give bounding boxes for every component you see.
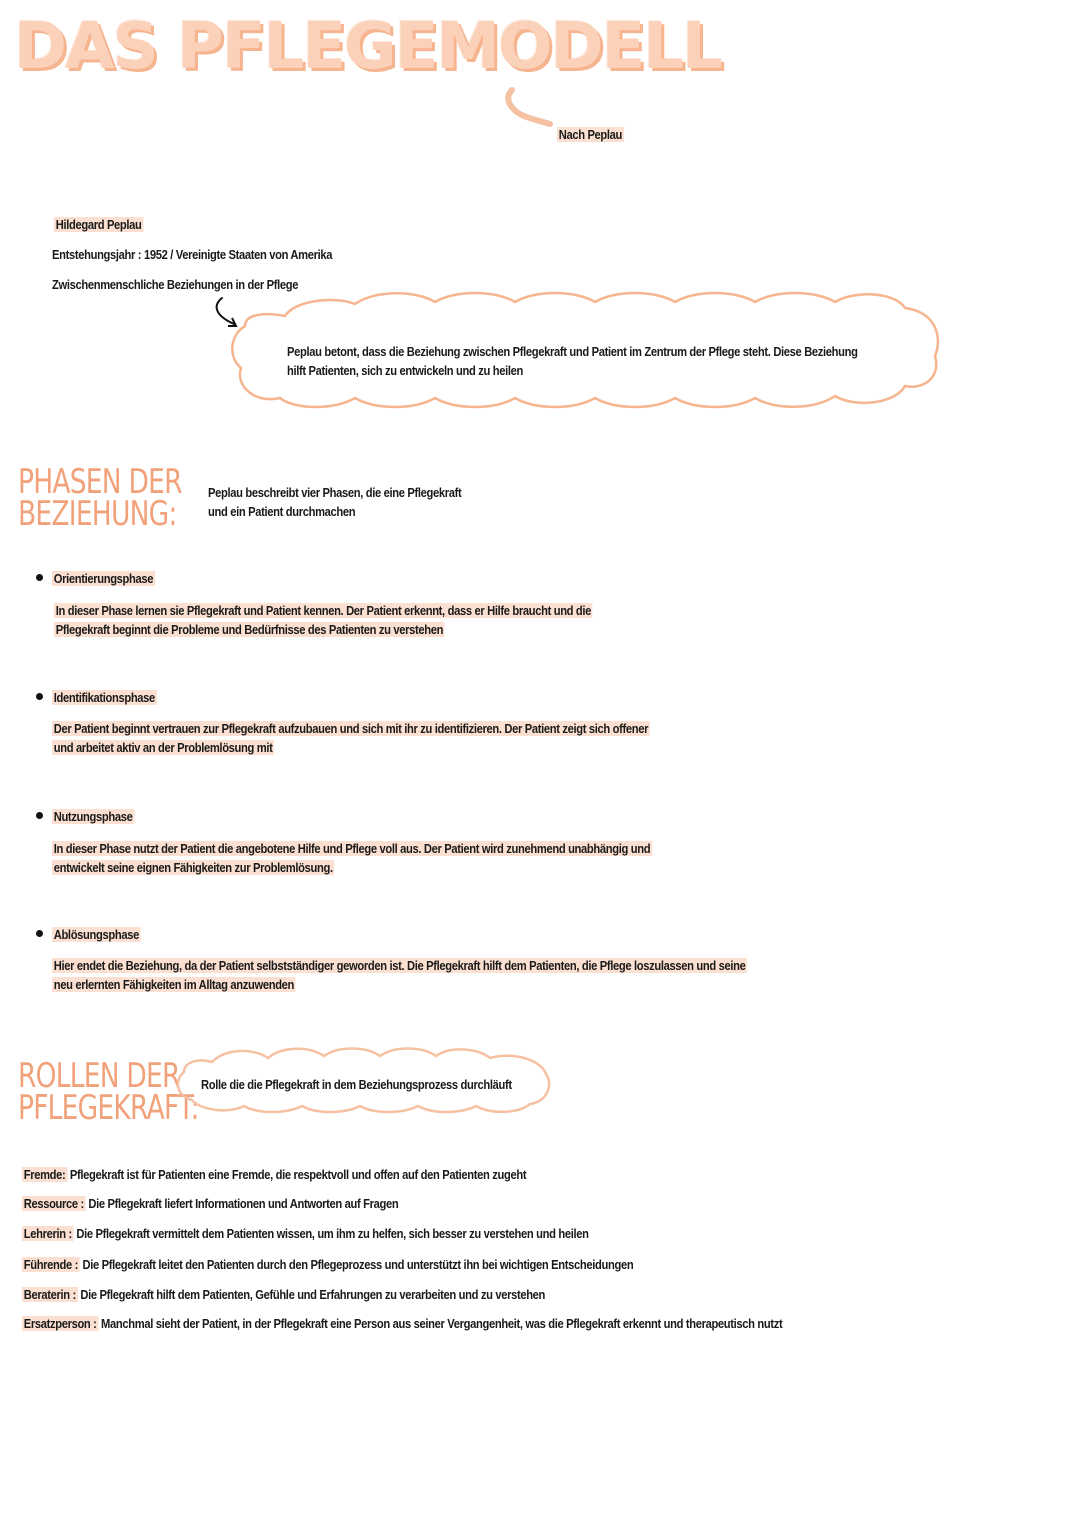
phase-text-line-1: In dieser Phase lernen sie Pflegekraft und Patient kennen. Der Patient erkennt, dass er Hilfe braucht und die <box>55 603 592 618</box>
phase-text-line-2: und arbeitet aktiv an der Problemlösung mit <box>53 740 273 755</box>
role-item: Ersatzperson : Manchmal sieht der Patient, in der Pflegekraft eine Person aus seiner Vergangenheit, was die Pflegekraft erkennt und therapeutisch nutzt <box>23 1316 783 1331</box>
phase-title: Nutzungsphase <box>53 809 133 824</box>
topic-line: Zwischenmenschliche Beziehungen in der Pflege <box>52 277 299 292</box>
phase-text-line-1: In dieser Phase nutzt der Patient die angebotene Hilfe und Pflege voll aus. Der Patient wird zunehmend unabhängig und <box>53 841 651 856</box>
phases-title-line-1: PHASEN DER <box>18 462 182 502</box>
page-title: DAS PFLEGEMODELL <box>14 10 721 84</box>
phase-title: Identifikationsphase <box>53 690 155 705</box>
year-line: Entstehungsjahr : 1952 / Vereinigte Staaten von Amerika <box>52 247 333 262</box>
role-item: Lehrerin : Die Pflegekraft vermittelt dem Patienten wissen, um ihm zu helfen, sich besser zu verstehen und heilen <box>23 1226 589 1241</box>
phase-title: Ablösungsphase <box>53 927 139 942</box>
curl-arrow-icon <box>500 86 560 136</box>
phase-text-line-2: entwickelt seine eignen Fähigkeiten zur Problemlösung. <box>53 860 333 875</box>
bullet-icon <box>36 930 43 937</box>
phase-title: Orientierungsphase <box>53 571 154 586</box>
bullet-icon <box>36 693 43 700</box>
roles-title-line-2: PFLEGEKRAFT: <box>18 1088 199 1128</box>
bullet-icon <box>36 574 43 581</box>
phase-text-line-2: Pflegekraft beginnt die Probleme und Bedürfnisse des Patienten zu verstehen <box>55 622 444 637</box>
subtitle: Nach Peplau <box>558 127 623 142</box>
roles-cloud-text: Rolle die die Pflegekraft in dem Beziehungsprozess durchläuft <box>201 1077 512 1092</box>
cloud-text-line-2: hilft Patienten, sich zu entwickeln und zu heilen <box>287 363 523 378</box>
phases-title-line-2: BEZIEHUNG: <box>18 494 177 534</box>
cloud-text-line-1: Peplau betont, dass die Beziehung zwischen Pflegekraft und Patient im Zentrum der Pflege steht. Diese Beziehung <box>287 344 858 359</box>
role-item: Führende : Die Pflegekraft leitet den Patienten durch den Pflegeprozess und unterstützt ihn bei wichtigen Entscheidungen <box>23 1257 634 1272</box>
author-name: Hildegard Peplau <box>55 217 142 232</box>
role-item: Beraterin : Die Pflegekraft hilft dem Patienten, Gefühle und Erfahrungen zu verarbeiten und zu verstehen <box>23 1287 546 1302</box>
role-item: Ressource : Die Pflegekraft liefert Informationen und Antworten auf Fragen <box>23 1196 399 1211</box>
phase-text-line-2: neu erlernten Fähigkeiten im Alltag anzuwenden <box>53 977 295 992</box>
phases-desc-line-1: Peplau beschreibt vier Phasen, die eine Pflegekraft <box>208 485 462 500</box>
role-item: Fremde: Pflegekraft ist für Patienten eine Fremde, die respektvoll und offen auf den Patienten zugeht <box>23 1167 527 1182</box>
bullet-icon <box>36 812 43 819</box>
phases-desc-line-2: und ein Patient durchmachen <box>208 504 356 519</box>
phase-text-line-1: Hier endet die Beziehung, da der Patient selbstständiger geworden ist. Die Pflegekraft hilft dem Patienten, die Pflege loszulassen und seine <box>53 958 746 973</box>
phase-text-line-1: Der Patient beginnt vertrauen zur Pflegekraft aufzubauen und sich mit ihr zu identifizieren. Der Patient zeigt sich offener <box>53 721 649 736</box>
roles-title-line-1: ROLLEN DER <box>18 1056 180 1096</box>
